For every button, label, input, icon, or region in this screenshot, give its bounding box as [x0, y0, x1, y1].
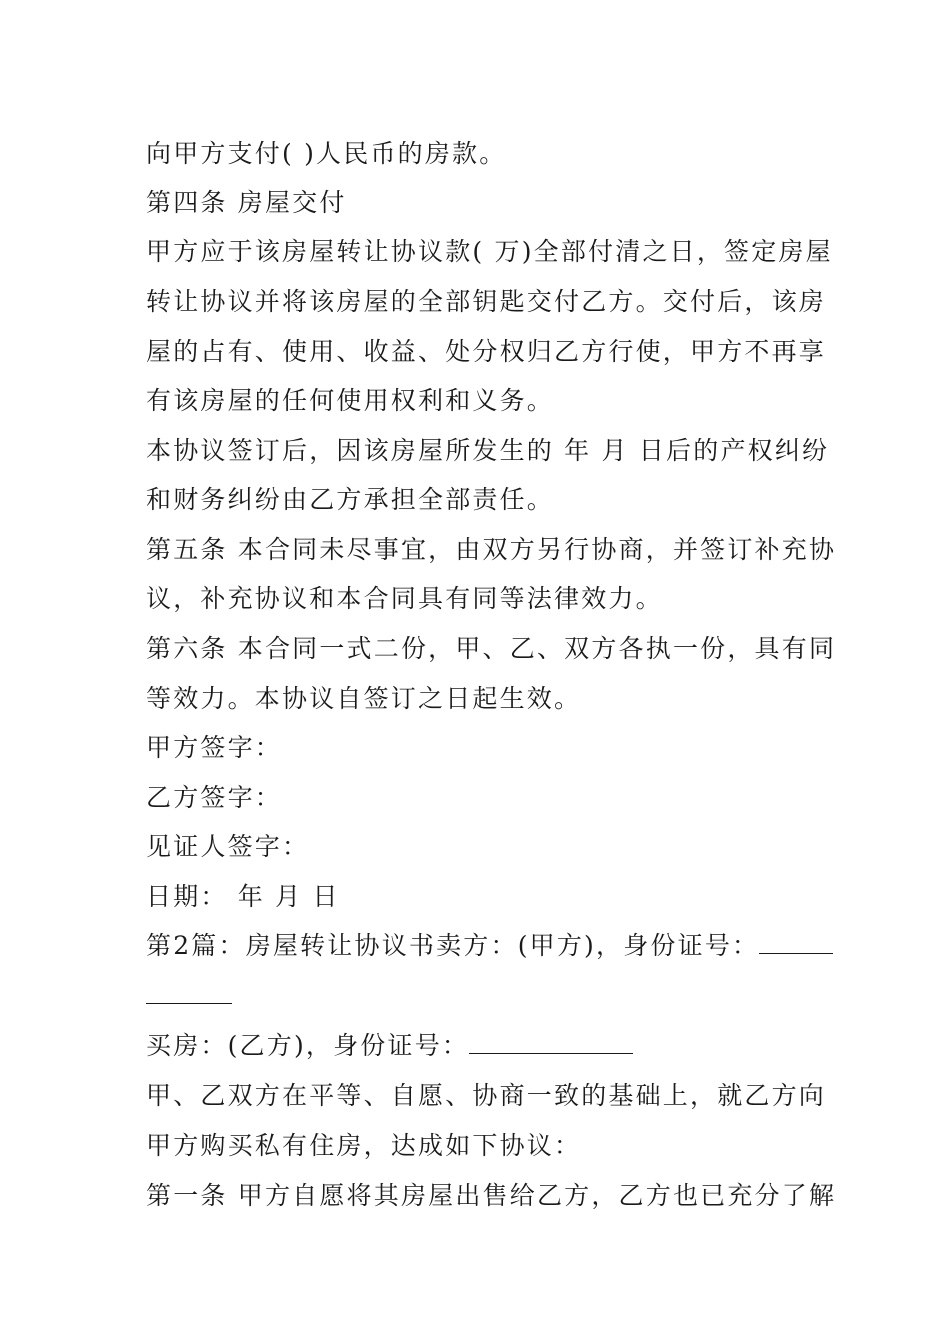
paragraph-line: 屋的占有、使用、收益、处分权归乙方行使，甲方不再享 [146, 337, 827, 366]
buyer-id-blank [469, 1031, 633, 1054]
paragraph-line: 转让协议并将该房屋的全部钥匙交付乙方。交付后，该房 [146, 287, 827, 316]
section-heading-article-4: 第四条 房屋交付 [146, 188, 347, 217]
seller-id-blank-continued [146, 981, 232, 1004]
buyer-signature-label: 乙方签字： [146, 783, 283, 812]
date-label: 日期： 年 月 日 [146, 882, 340, 911]
paragraph-line: 议，补充协议和本合同具有同等法律效力。 [146, 584, 663, 613]
paragraph-line: 有该房屋的任何使用权利和义务。 [146, 386, 555, 415]
paragraph-line: 甲、乙双方在平等、自愿、协商一致的基础上，就乙方向 [146, 1081, 827, 1110]
part-2-heading-line [146, 931, 826, 961]
paragraph-line: 和财务纠纷由乙方承担全部责任。 [146, 485, 555, 514]
seller-id-blank [759, 931, 833, 954]
seller-id-blank-continued-line [146, 981, 826, 1011]
part-2-heading: 第2篇：房屋转让协议书卖方：(甲方)，身份证号： [146, 931, 760, 960]
paragraph-line-article-1: 第一条 甲方自愿将其房屋出售给乙方，乙方也已充分了解 [146, 1181, 837, 1210]
paragraph-line: 本协议签订后，因该房屋所发生的 年 月 日后的产权纠纷 [146, 436, 830, 465]
buyer-line [146, 1031, 826, 1061]
paragraph-line: 向甲方支付( )人民币的房款。 [146, 139, 507, 168]
paragraph-line: 甲方购买私有住房，达成如下协议： [146, 1131, 582, 1160]
seller-signature-label: 甲方签字： [146, 733, 283, 762]
buyer-label: 买房：(乙方)，身份证号： [146, 1031, 470, 1060]
paragraph-line: 甲方应于该房屋转让协议款( 万)全部付清之日，签定房屋 [146, 237, 833, 266]
paragraph-line-article-5: 第五条 本合同未尽事宜，由双方另行协商，并签订补充协 [146, 535, 837, 564]
paragraph-line: 等效力。本协议自签订之日起生效。 [146, 684, 582, 713]
paragraph-line-article-6: 第六条 本合同一式二份，甲、乙、双方各执一份，具有同 [146, 634, 837, 663]
witness-signature-label: 见证人签字： [146, 832, 310, 861]
